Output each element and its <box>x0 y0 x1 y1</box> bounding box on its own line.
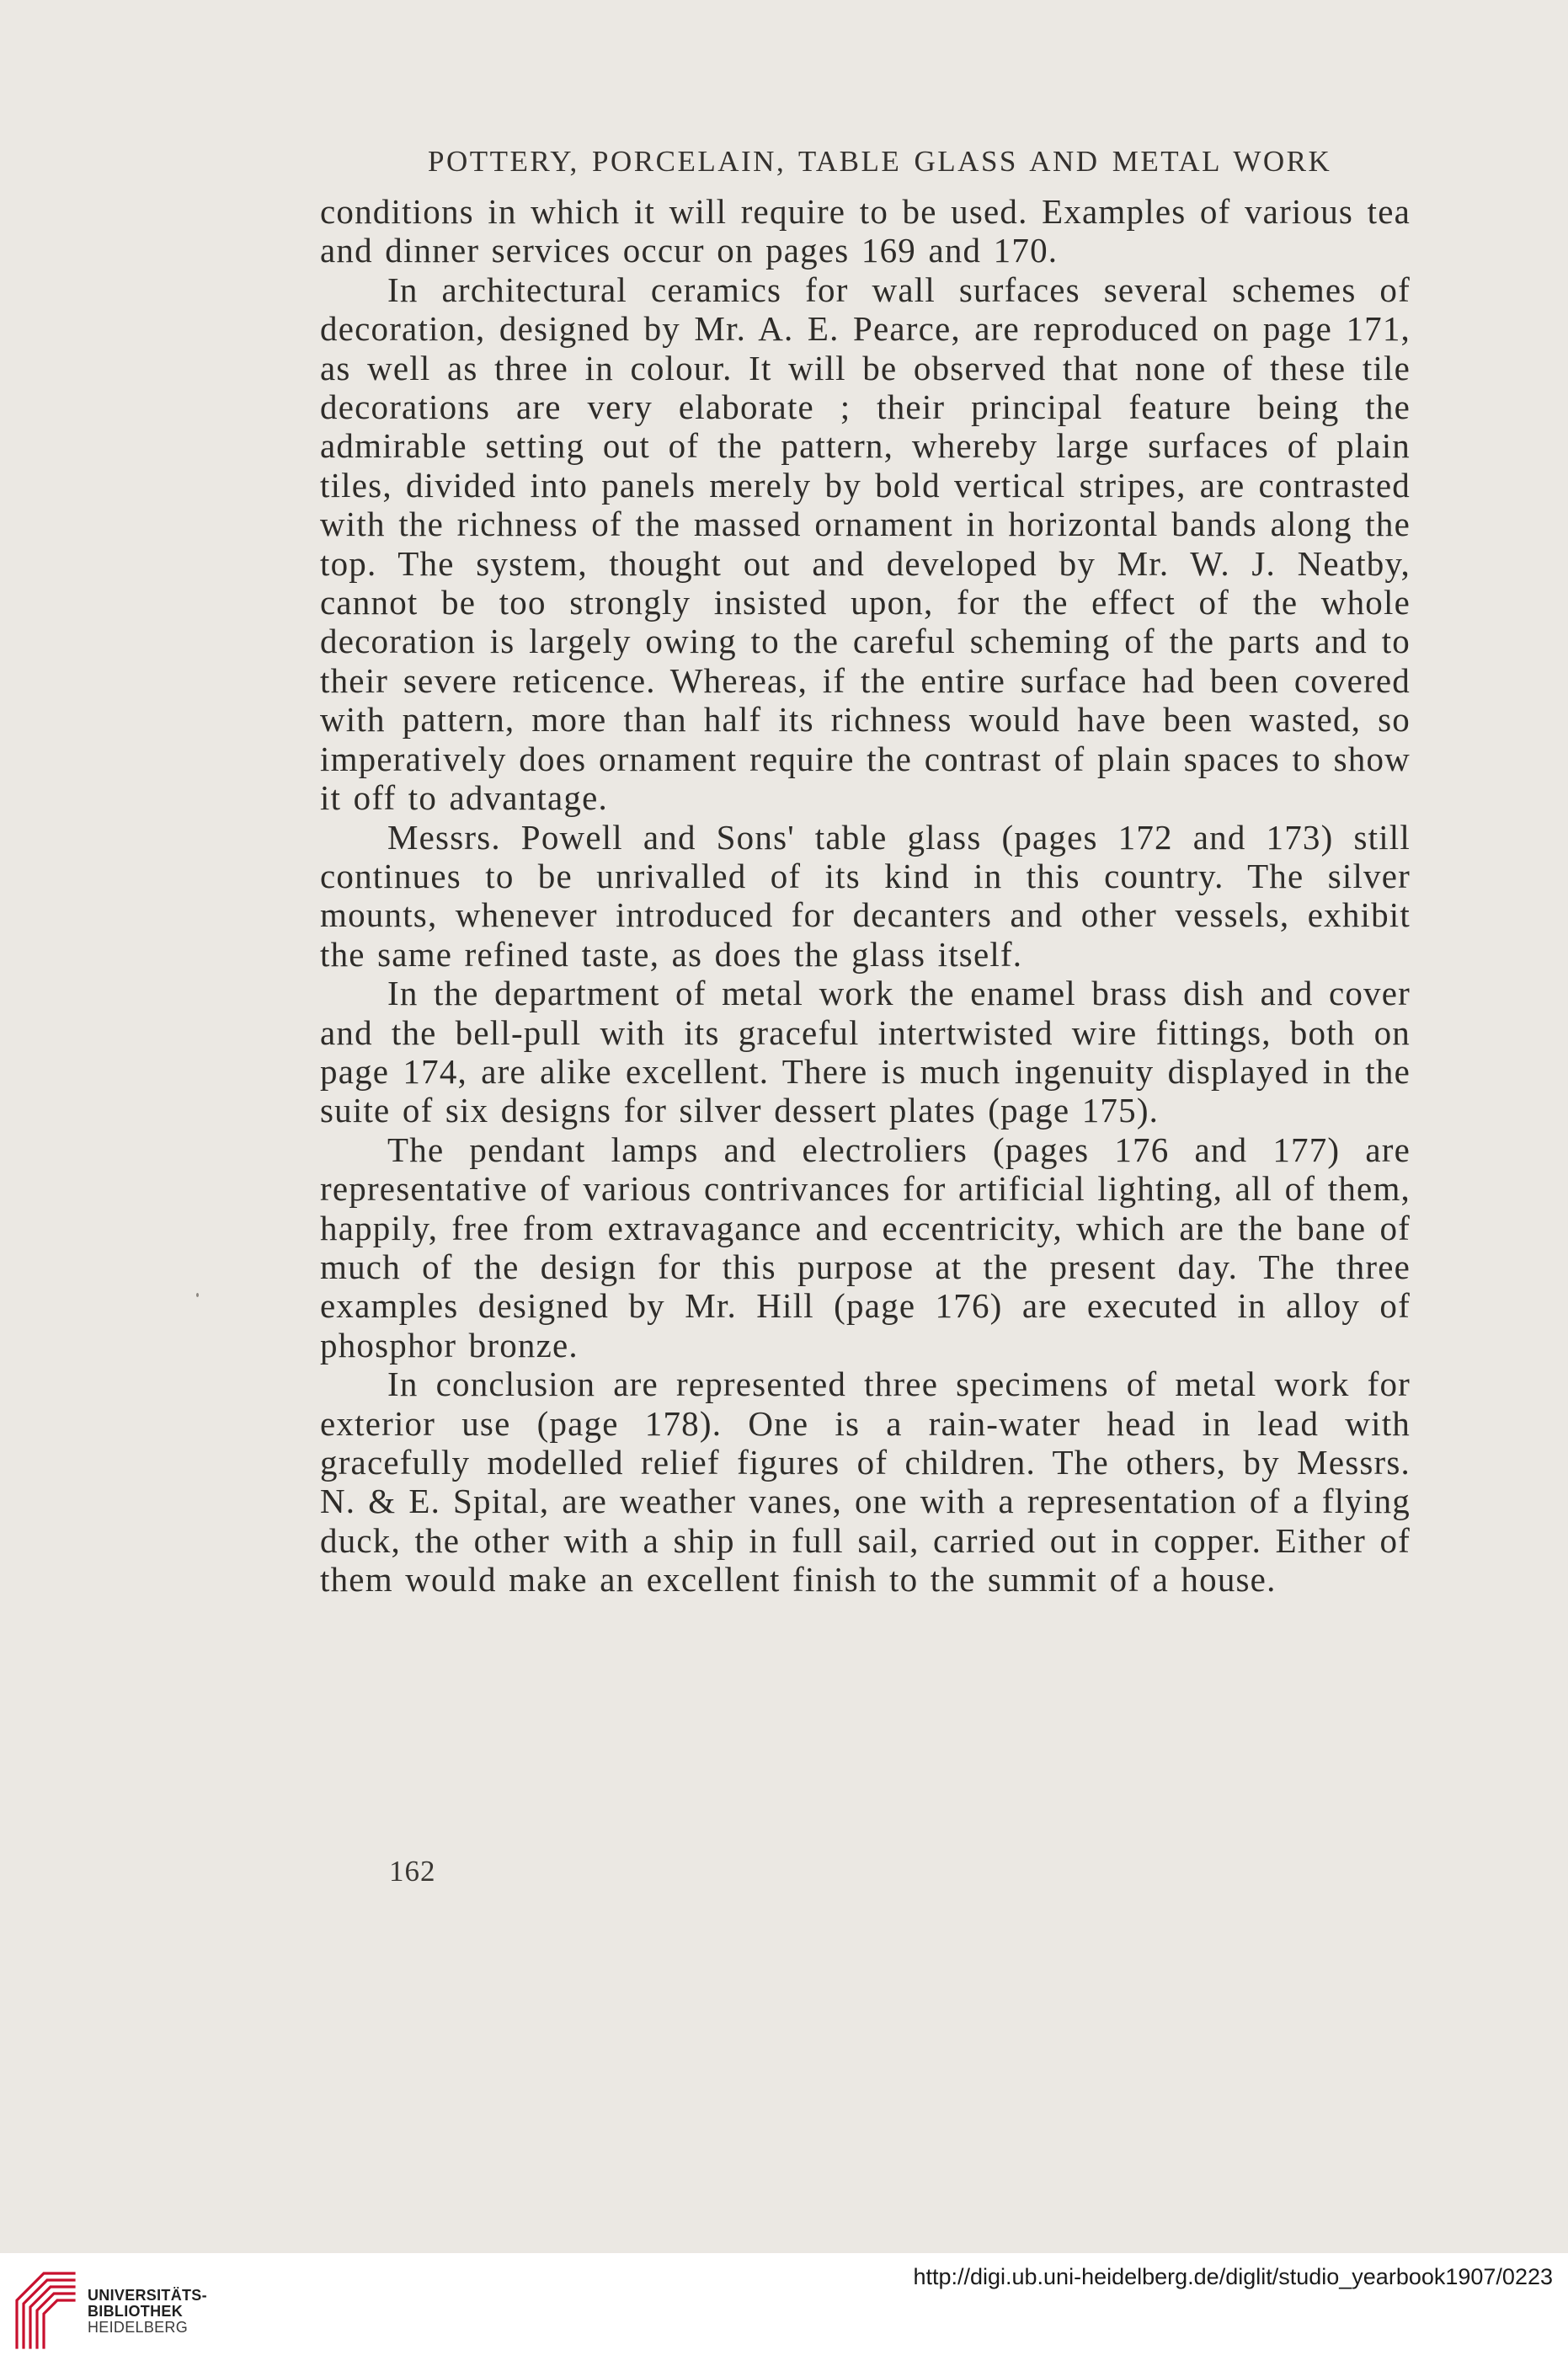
paragraph-1: conditions in which it will require to be used. Examples of various tea and dinner services occur on pages 169 and 170. <box>320 192 1411 270</box>
source-url-link[interactable]: http://digi.ub.uni-heidelberg.de/diglit/studio_yearbook1907/0223 <box>913 2264 1553 2289</box>
library-name-line-3: HEIDELBERG <box>88 2319 189 2336</box>
paragraph-4: In the department of metal work the enamel brass dish and cover and the bell-pull with its graceful intertwisted wire fittings, both on page 174, are alike excellent. There is much ingenuity displayed in the suite of six designs for silver dessert plates (page 175). <box>320 974 1411 1130</box>
paragraph-6: In conclusion are represented three specimens of metal work for exterior use (page 178). One is a rain-water head in lead with gracefully modelled relief figures of children. The others, by Messrs. N. & E. Spital, are weather vanes, one with a representation of a flying duck, the other with a ship in full sail, carried out in copper. Either of them would make an excellent finish to the summit of a house. <box>320 1365 1411 1600</box>
paragraph-3: Messrs. Powell and Sons' table glass (pages 172 and 173) still continues to be unrivalled of its kind in this country. The silver mounts, whenever introduced for decanters and other vessels, exhibit the same refined taste, as does the glass itself. <box>320 817 1411 974</box>
body-text <box>320 192 1411 1600</box>
library-name-line-2: BIBLIOTHEK <box>88 2303 183 2320</box>
university-library-logo-icon <box>12 2270 79 2351</box>
paragraph-5: The pendant lamps and electroliers (pages 176 and 177) are representative of various contrivances for artificial lighting, all of them, happily, free from extravagance and eccentricity, which are the bane of much of the design for this purpose at the present day. The three examples designed by Mr. Hill (page 176) are executed in alloy of phosphor bronze. <box>320 1130 1411 1365</box>
page-number: 162 <box>389 1855 436 1888</box>
library-name-line-1: UNIVERSITÄTS- <box>88 2287 207 2304</box>
running-head: POTTERY, PORCELAIN, TABLE GLASS AND METAL WORK <box>428 145 1332 178</box>
library-name <box>88 2288 207 2336</box>
paragraph-2: In architectural ceramics for wall surfaces several schemes of decoration, designed by Mr. A. E. Pearce, are reproduced on page 171, as well as three in colour. It will be observed that none of these tile decorations are very elaborate ; their principal feature being the admirable setting out of the pattern, whereby large surfaces of plain tiles, divided into panels merely by bold vertical stripes, are contrasted with the richness of the massed ornament in horizontal bands along the top. The system, thought out and developed by Mr. W. J. Neatby, cannot be too strongly insisted upon, for the effect of the whole decoration is largely owing to the careful scheming of the parts and to their severe reticence. Whereas, if the entire surface had been covered with pattern, more than half its richness would have been wasted, so imperatively does ornament require the contrast of plain spaces to show it off to advantage. <box>320 270 1411 818</box>
paper-speck <box>196 1293 199 1297</box>
